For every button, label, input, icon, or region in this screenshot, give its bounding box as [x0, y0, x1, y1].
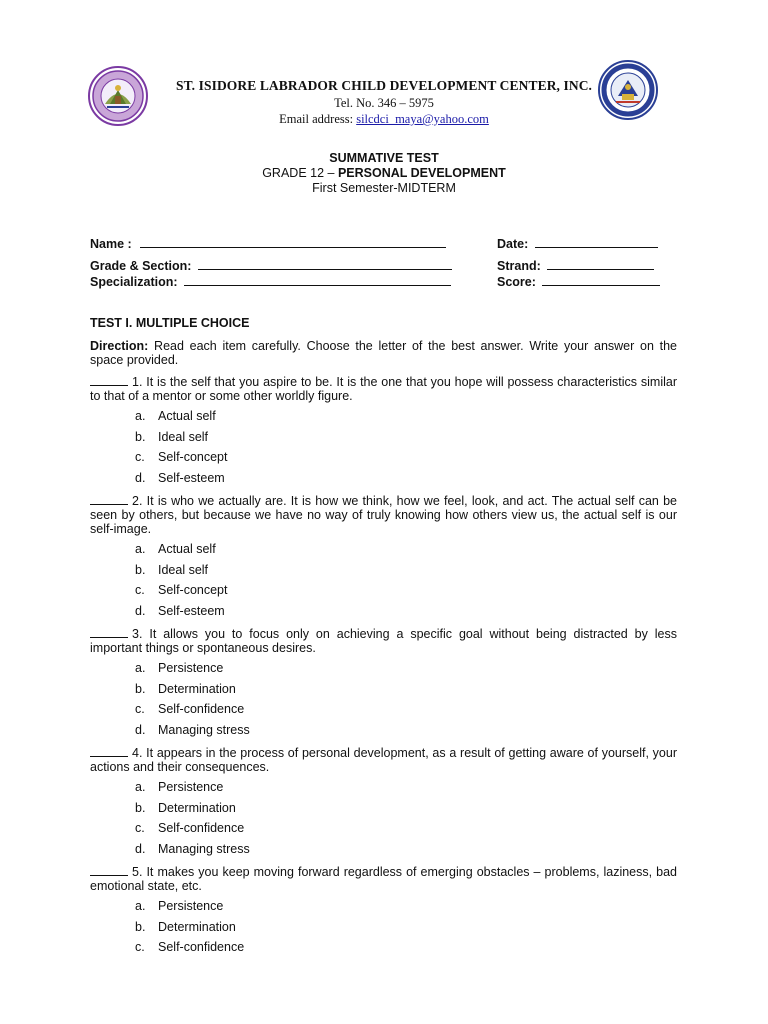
question-item	[90, 493, 677, 536]
option-letter: c.	[135, 702, 145, 716]
grade-section-blank[interactable]	[198, 258, 452, 270]
option-letter: d.	[135, 722, 146, 737]
answer-blank[interactable]	[90, 745, 128, 757]
question-text: 4. It appears in the process of personal development, as a result of getting aware of yourself, your actions and their consequences.	[90, 746, 677, 774]
date-label: Date:	[497, 237, 529, 251]
school-email-line	[150, 111, 618, 127]
option-text: Actual self	[158, 409, 216, 423]
option-text: Actual self	[158, 542, 216, 556]
strand-blank[interactable]	[547, 258, 654, 270]
name-blank[interactable]	[140, 236, 446, 248]
email-label: Email address:	[279, 112, 357, 126]
question-text: 5. It makes you keep moving forward regardless of emerging obstacles – problems, laziness, bad emotional state, etc.	[90, 865, 677, 893]
option-letter: a.	[135, 899, 146, 913]
option-letter: b.	[135, 562, 146, 577]
option-text: Persistence	[158, 661, 224, 675]
score-field[interactable]	[497, 274, 660, 289]
date-field[interactable]	[497, 236, 658, 251]
direction-text: Read each item carefully. Choose the letter of the best answer. Write your answer on the space provided.	[90, 339, 677, 367]
option-text: Determination	[158, 919, 236, 934]
answer-option	[90, 430, 677, 451]
option-letter: a.	[135, 409, 146, 423]
answer-option	[90, 920, 677, 941]
answer-option	[90, 801, 677, 822]
school-telephone: Tel. No. 346 – 5975	[334, 96, 434, 110]
strand-field[interactable]	[497, 258, 654, 273]
directions	[90, 339, 677, 367]
option-letter: b.	[135, 681, 146, 696]
grade-section-field[interactable]	[90, 258, 452, 273]
option-letter: c.	[135, 583, 145, 597]
option-letter: a.	[135, 542, 146, 556]
grade-label: GRADE 12 –	[262, 166, 338, 180]
grade-section-label: Grade & Section:	[90, 259, 192, 273]
question-item	[90, 864, 677, 893]
question-text: 3. It allows you to focus only on achieving a specific goal without being distracted by less important things or spontaneous desires.	[90, 627, 677, 655]
semester-line: First Semester-MIDTERM	[312, 181, 456, 195]
option-letter: c.	[135, 940, 145, 954]
option-text: Persistence	[158, 899, 224, 913]
score-label: Score:	[497, 275, 536, 289]
option-list	[90, 780, 677, 862]
answer-option	[90, 563, 677, 584]
specialization-field[interactable]	[90, 274, 451, 289]
option-text: Managing stress	[158, 722, 250, 737]
answer-blank[interactable]	[90, 374, 128, 386]
question-item	[90, 374, 677, 403]
answer-option	[90, 471, 677, 492]
test-content	[90, 316, 677, 963]
question-text: 2. It is who we actually are. It is how we think, how we feel, look, and act. The actual self can be seen by others, but because we have no way of truly knowing how others view us, the actual self is our self-image.	[90, 494, 677, 536]
option-text: Ideal self	[158, 429, 209, 444]
subject-name: PERSONAL DEVELOPMENT	[337, 166, 506, 180]
answer-blank[interactable]	[90, 626, 128, 638]
question-list	[90, 374, 677, 961]
date-blank[interactable]	[535, 236, 658, 248]
answer-blank[interactable]	[90, 493, 128, 505]
score-blank[interactable]	[542, 274, 660, 286]
direction-label: Direction:	[90, 339, 149, 353]
option-letter: b.	[135, 919, 146, 934]
answer-blank[interactable]	[90, 864, 128, 876]
test-heading: TEST I. MULTIPLE CHOICE	[90, 316, 250, 330]
option-letter: a.	[135, 780, 146, 794]
option-text: Determination	[158, 681, 236, 696]
answer-option	[90, 780, 677, 801]
option-text: Self-confidence	[158, 702, 245, 716]
question-item	[90, 745, 677, 774]
answer-option	[90, 604, 677, 625]
option-text: Self-esteem	[158, 603, 225, 618]
test-title-block	[0, 151, 768, 196]
answer-option	[90, 661, 677, 682]
option-text: Self-concept	[158, 450, 228, 464]
option-text: Self-confidence	[158, 821, 245, 835]
question-item	[90, 626, 677, 655]
option-text: Ideal self	[158, 562, 209, 577]
answer-option	[90, 899, 677, 920]
option-list	[90, 409, 677, 491]
option-letter: a.	[135, 661, 146, 675]
option-letter: c.	[135, 821, 145, 835]
option-letter: b.	[135, 429, 146, 444]
option-text: Determination	[158, 800, 236, 815]
specialization-label: Specialization:	[90, 275, 178, 289]
grade-subject-line	[0, 166, 768, 181]
answer-option	[90, 702, 677, 723]
answer-option	[90, 542, 677, 563]
test-title: SUMMATIVE TEST	[329, 151, 439, 165]
option-letter: d.	[135, 841, 146, 856]
answer-option	[90, 842, 677, 863]
school-header	[150, 77, 618, 127]
option-text: Persistence	[158, 780, 224, 794]
deped-seal-icon	[598, 60, 658, 120]
question-text: 1. It is the self that you aspire to be. It is the one that you hope will possess characteristics similar to that of a mentor or some other worldly figure.	[90, 375, 677, 403]
option-letter: d.	[135, 470, 146, 485]
email-link[interactable]: silcdci_maya@yahoo.com	[356, 112, 489, 126]
answer-option	[90, 450, 677, 471]
strand-label: Strand:	[497, 259, 541, 273]
option-text: Managing stress	[158, 841, 250, 856]
school-seal-icon	[88, 66, 148, 126]
option-letter: c.	[135, 450, 145, 464]
answer-option	[90, 723, 677, 744]
option-letter: d.	[135, 603, 146, 618]
option-list	[90, 542, 677, 624]
name-field[interactable]	[90, 236, 446, 251]
answer-option	[90, 682, 677, 703]
school-name: ST. ISIDORE LABRADOR CHILD DEVELOPMENT CENTER, INC.	[175, 78, 593, 93]
specialization-blank[interactable]	[184, 274, 451, 286]
name-label: Name :	[90, 237, 132, 251]
option-list	[90, 661, 677, 743]
option-text: Self-concept	[158, 583, 228, 597]
answer-option	[90, 821, 677, 842]
answer-option	[90, 940, 677, 961]
answer-option	[90, 409, 677, 430]
option-list	[90, 899, 677, 961]
answer-option	[90, 583, 677, 604]
option-text: Self-esteem	[158, 470, 225, 485]
option-text: Self-confidence	[158, 940, 245, 954]
option-letter: b.	[135, 800, 146, 815]
